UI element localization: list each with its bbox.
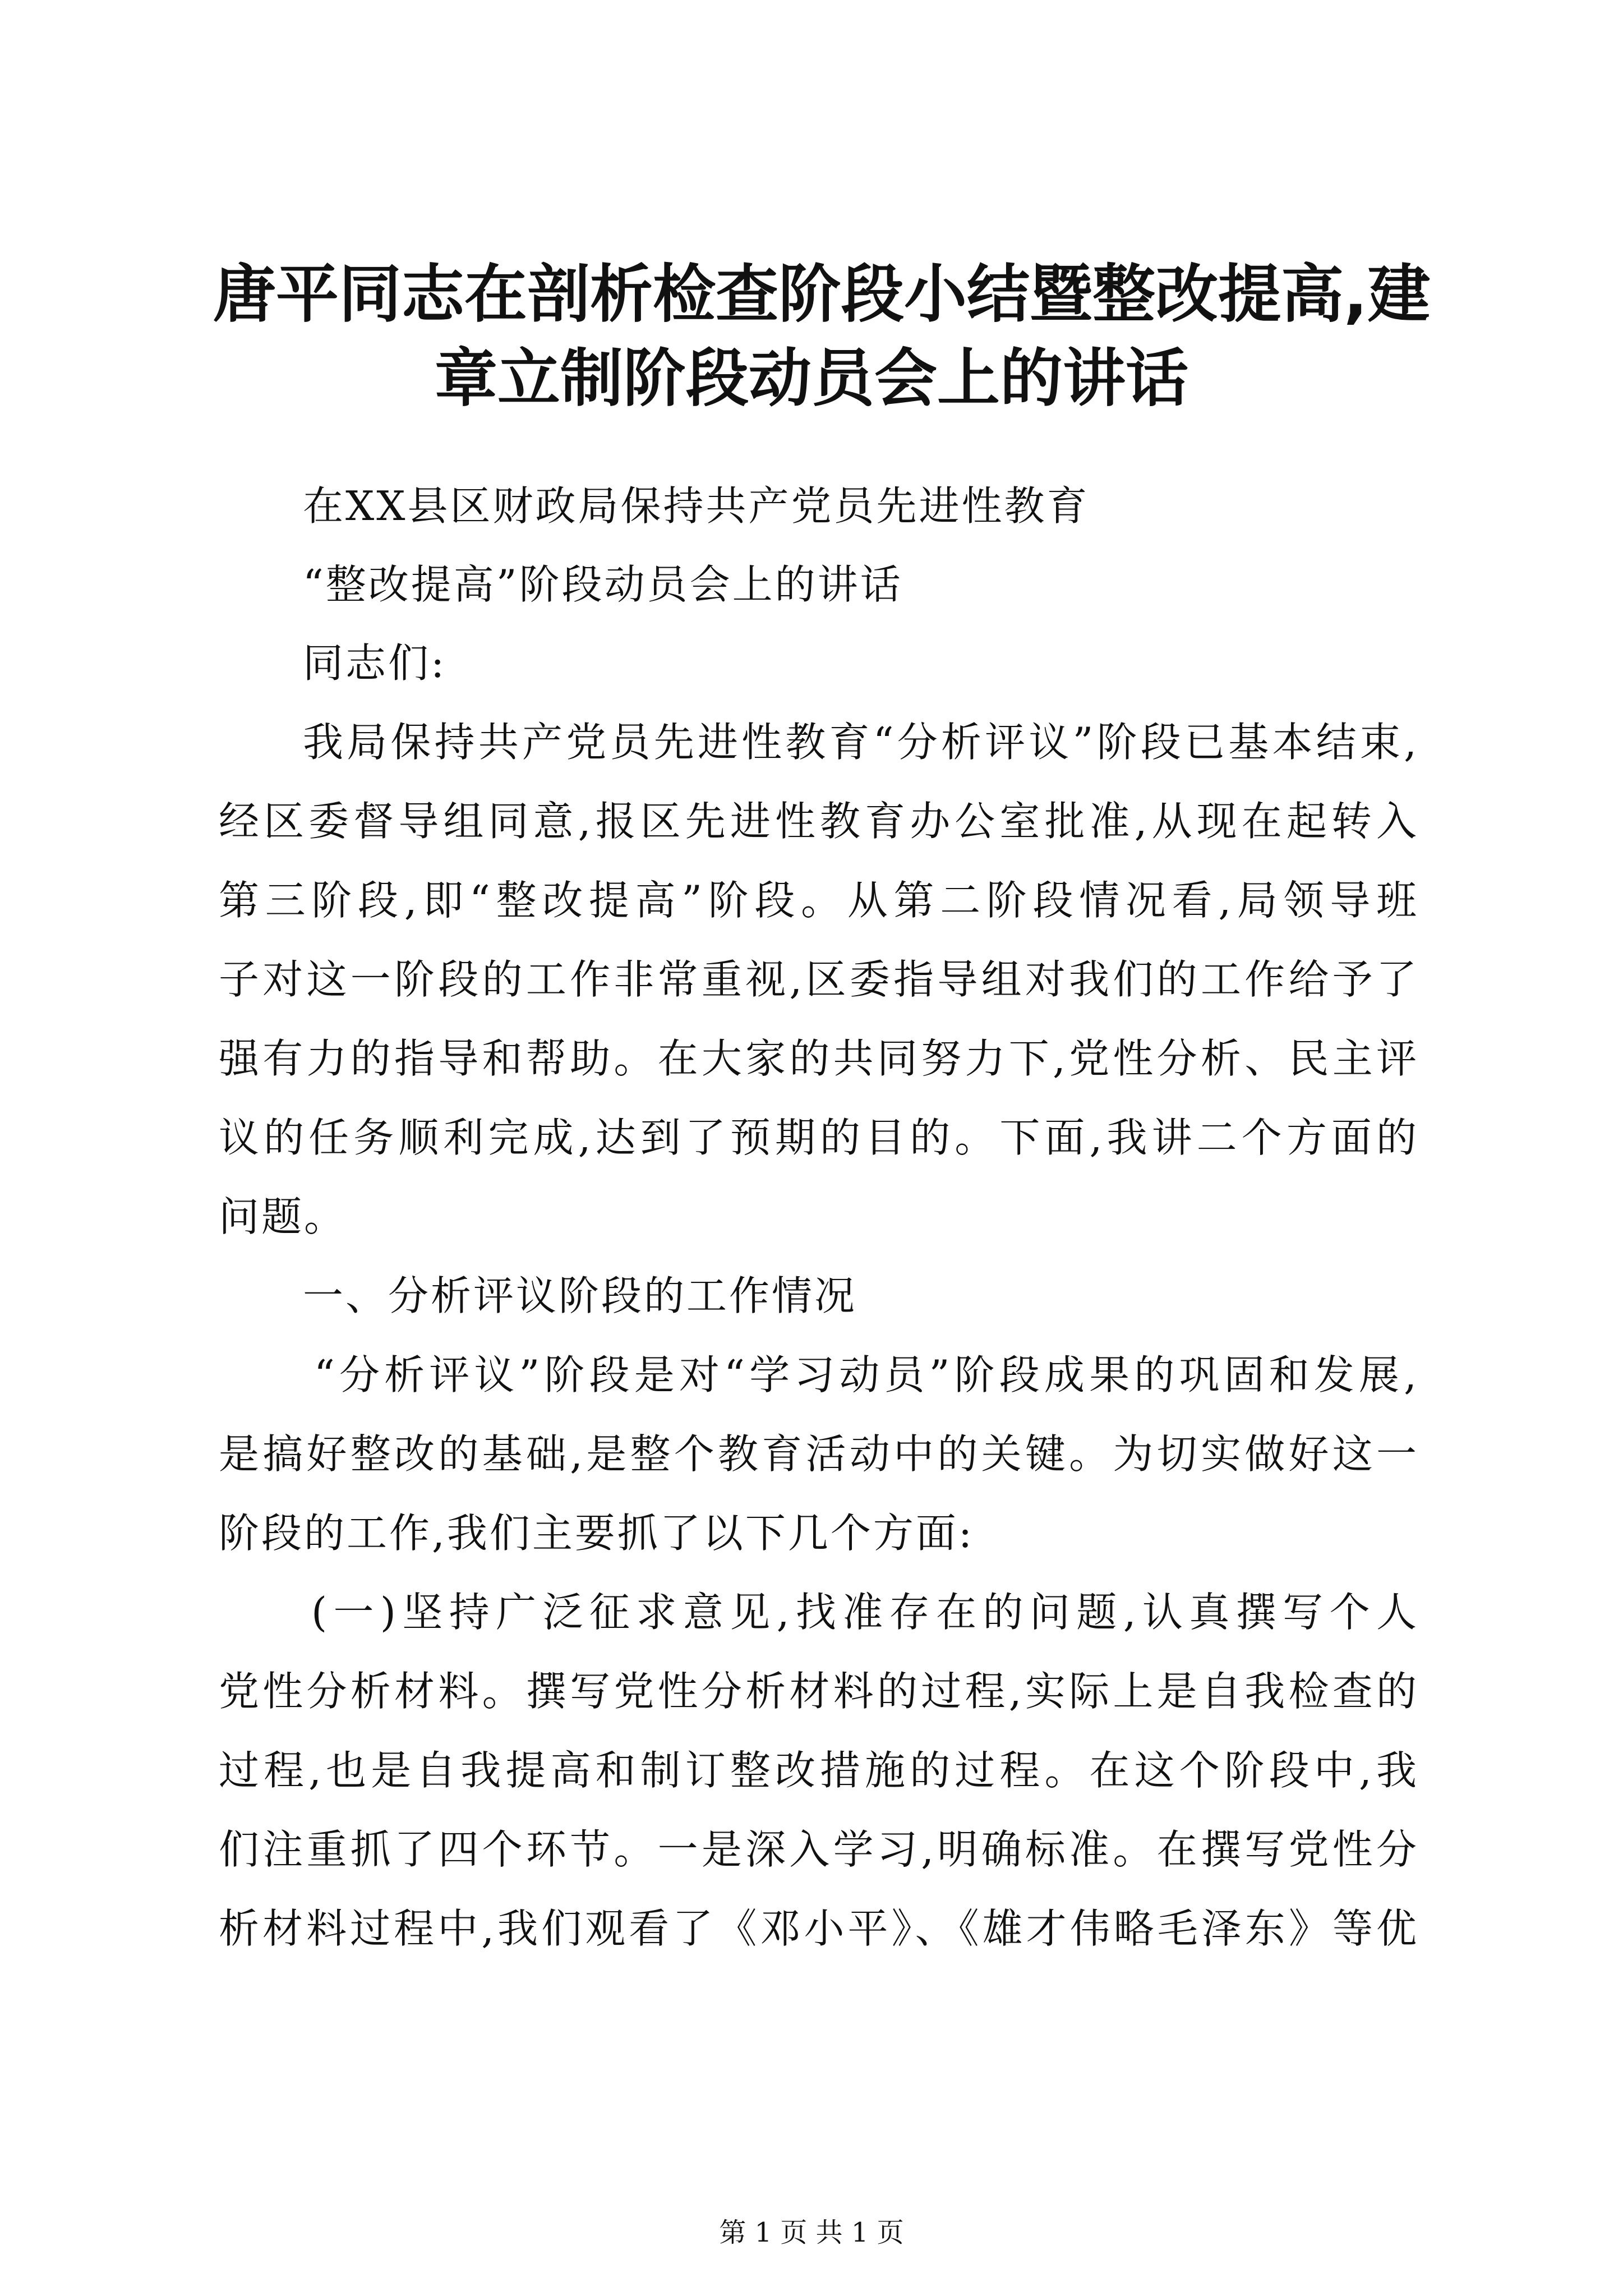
- paragraph-3-line: 们注重抓了四个环节。一是深入学习,明确标准。在撰写党性分: [219, 1826, 1419, 1873]
- document-title-line-2: 章立制阶段动员会上的讲话: [435, 342, 1188, 415]
- paragraph-2-line: 阶段的工作,我们主要抓了以下几个方面:: [219, 1510, 975, 1557]
- paragraph-3-line: 析材料过程中,我们观看了《邓小平》、《雄才伟略毛泽东》等优: [219, 1905, 1419, 1952]
- paragraph-1-line: 议的任务顺利完成,达到了预期的目的。下面,我讲二个方面的: [219, 1114, 1419, 1161]
- subtitle-line-2: “整改提高”阶段动员会上的讲话: [303, 561, 903, 608]
- paragraph-3-line: (一)坚持广泛征求意见,找准存在的问题,认真撰写个人: [311, 1589, 1419, 1636]
- paragraph-1-line: 子对这一阶段的工作非常重视,区委指导组对我们的工作给予了: [219, 956, 1419, 1003]
- subtitle-line-1: 在XX县区财政局保持共产党员先进性教育: [303, 482, 1090, 530]
- paragraph-3-line: 党性分析材料。撰写党性分析材料的过程,实际上是自我检查的: [219, 1668, 1419, 1715]
- paragraph-2-line: 是搞好整改的基础,是整个教育活动中的关键。为切实做好这一: [219, 1430, 1419, 1478]
- section-heading-1: 一、分析评议阶段的工作情况: [303, 1272, 857, 1319]
- page-number-footer: 第 1 页 共 1 页: [719, 2217, 904, 2248]
- paragraph-1-line: 强有力的指导和帮助。在大家的共同努力下,党性分析、民主评: [219, 1035, 1419, 1082]
- paragraph-1-line: 我局保持共产党员先进性教育“分析评议”阶段已基本结束,: [303, 719, 1419, 766]
- paragraph-3-line: 过程,也是自我提高和制订整改措施的过程。在这个阶段中,我: [219, 1747, 1419, 1794]
- paragraph-1-line: 经区委督导组同意,报区先进性教育办公室批准,从现在起转入: [219, 798, 1419, 845]
- paragraph-1-line: 第三阶段,即“整改提高”阶段。从第二阶段情况看,局领导班: [219, 877, 1419, 924]
- document-title-line-1: 唐平同志在剖析检查阶段小结暨整改提高,建: [213, 258, 1431, 331]
- paragraph-2-line: “分析评议”阶段是对“学习动员”阶段成果的巩固和发展,: [314, 1351, 1419, 1398]
- paragraph-1-line: 问题。: [219, 1193, 347, 1240]
- salutation: 同志们:: [303, 639, 447, 687]
